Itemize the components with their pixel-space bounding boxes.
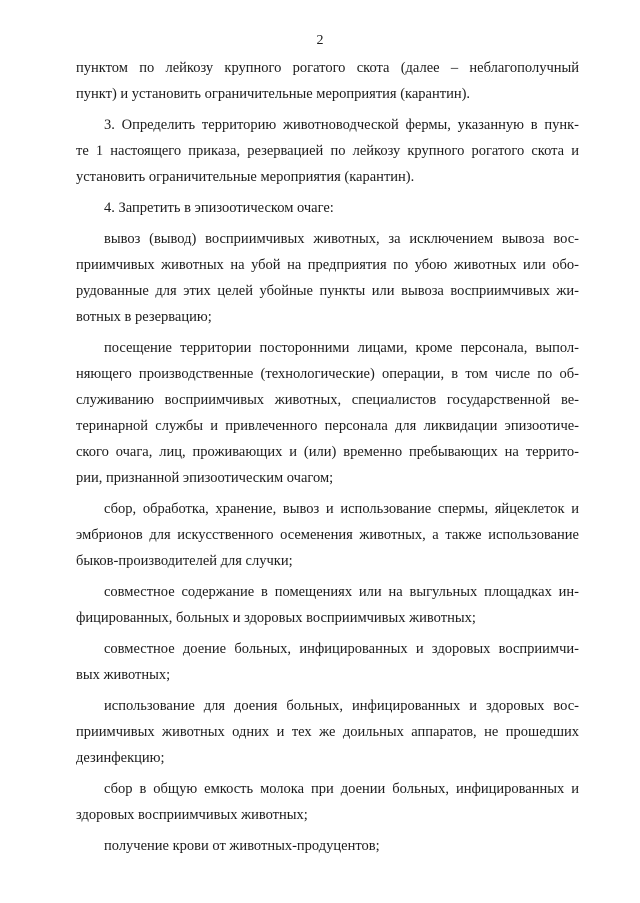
text-line: те 1 настоящего приказа, резервацией по лейкозу крупного рогатого скота и bbox=[76, 143, 579, 159]
text-line: ского очага, лиц, проживающих и (или) временно пребывающих на террито- bbox=[76, 444, 579, 460]
text-line: служиванию восприимчивых животных, специалистов государственной ве- bbox=[76, 392, 579, 408]
paragraph bbox=[76, 776, 579, 828]
paragraph bbox=[76, 55, 579, 107]
text-line: вотных в резервацию; bbox=[76, 309, 212, 325]
paragraph bbox=[76, 112, 579, 190]
text-line: установить ограничительные мероприятия (карантин). bbox=[76, 169, 415, 185]
paragraph bbox=[76, 195, 579, 221]
text-line: приимчивых животных одних и тех же доильных аппаратов, не прошедших bbox=[76, 724, 579, 740]
text-line: получение крови от животных-продуцентов; bbox=[104, 838, 380, 854]
text-line: посещение территории посторонними лицами, кроме персонала, выпол- bbox=[104, 340, 579, 356]
text-line: совместное содержание в помещениях или на выгульных площадках ин- bbox=[104, 584, 579, 600]
text-line: пункт) и установить ограничительные мероприятия (карантин). bbox=[76, 86, 471, 102]
text-line: 3. Определить территорию животноводческой фермы, указанную в пунк- bbox=[104, 117, 579, 133]
text-line: вывоз (вывод) восприимчивых животных, за исключением вывоза вос- bbox=[104, 231, 579, 247]
page-number: 2 bbox=[316, 33, 324, 48]
text-line: здоровых восприимчивых животных; bbox=[76, 807, 308, 823]
text-line: теринарной службы и привлеченного персонала для ликвидации эпизоотиче- bbox=[76, 418, 579, 434]
text-line: няющего производственные (технологические) операции, в том числе по об- bbox=[76, 366, 579, 382]
text-line: сбор в общую емкость молока при доении больных, инфицированных и bbox=[104, 781, 579, 797]
text-line: дезинфекцию; bbox=[76, 750, 165, 766]
text-line: приимчивых животных на убой на предприятия по убою животных или обо- bbox=[76, 257, 579, 273]
document-body bbox=[76, 55, 579, 864]
text-line: фицированных, больных и здоровых восприимчивых животных; bbox=[76, 610, 476, 626]
text-line: вых животных; bbox=[76, 667, 171, 683]
paragraph bbox=[76, 579, 579, 631]
text-line: быков-производителей для случки; bbox=[76, 553, 293, 569]
text-line: сбор, обработка, хранение, вывоз и использование спермы, яйцеклеток и bbox=[104, 501, 579, 517]
paragraph bbox=[76, 693, 579, 771]
text-line: рии, признанной эпизоотическим очагом; bbox=[76, 470, 334, 486]
text-line: 4. Запретить в эпизоотическом очаге: bbox=[104, 200, 334, 216]
paragraph bbox=[76, 226, 579, 330]
paragraph bbox=[76, 636, 579, 688]
text-line: совместное доение больных, инфицированных и здоровых восприимчи- bbox=[104, 641, 579, 657]
paragraph bbox=[76, 496, 579, 574]
paragraph bbox=[76, 833, 579, 859]
text-line: рудованные для этих целей убойные пункты или вывоза восприимчивых жи- bbox=[76, 283, 579, 299]
text-line: пунктом по лейкозу крупного рогатого скота (далее – неблагополучный bbox=[76, 60, 579, 76]
text-line: эмбрионов для искусственного осеменения животных, а также использование bbox=[76, 527, 579, 543]
paragraph bbox=[76, 335, 579, 491]
text-line: использование для доения больных, инфицированных и здоровых вос- bbox=[104, 698, 579, 714]
